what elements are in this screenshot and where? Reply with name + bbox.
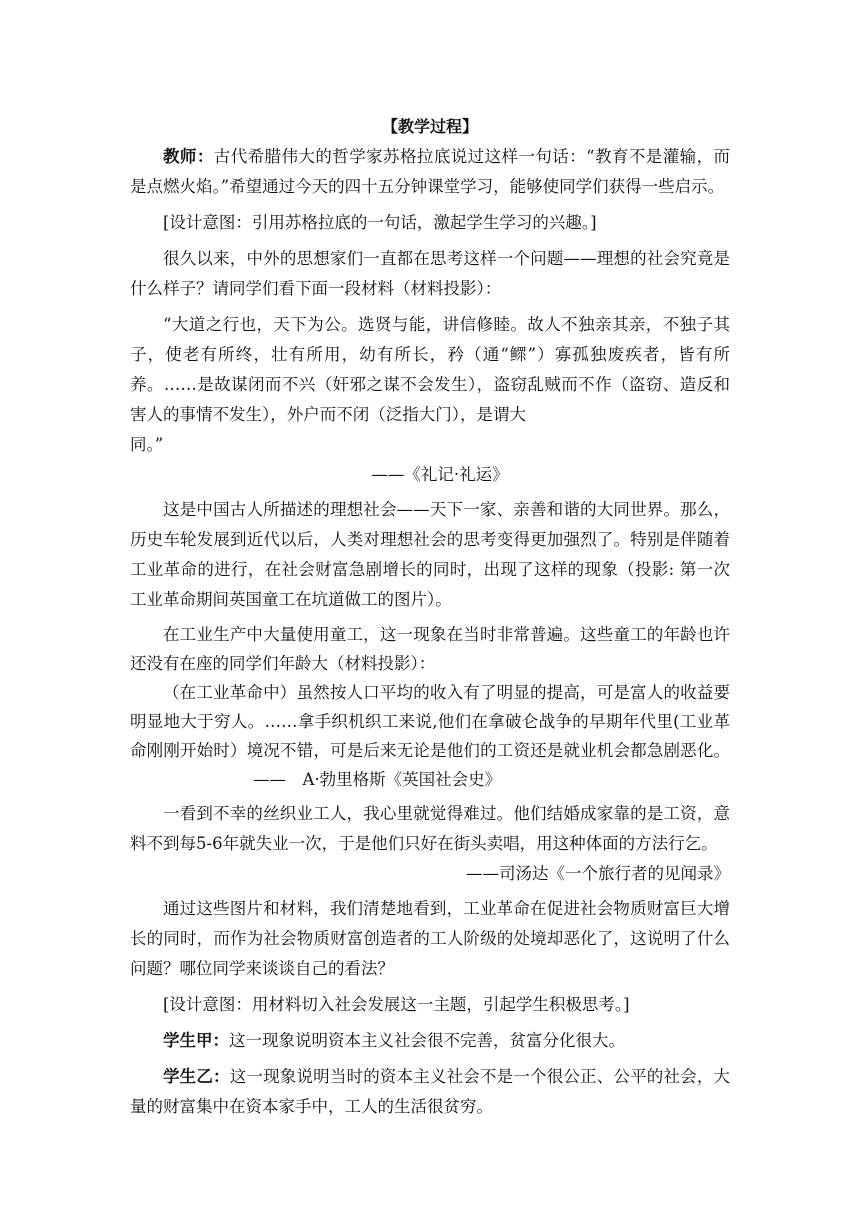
teacher-text: 古代希腊伟大的哲学家苏格拉底说过这样一句话：“教育不是灌输，而是点燃火焰。”希望通过今天的四十五分钟课堂学习，能够使同学们获得一些启示。 (130, 147, 731, 196)
student-a-text: 这一现象说明资本主义社会很不完善，贫富分化很大。 (229, 1031, 625, 1050)
student-b-answer (130, 1062, 730, 1122)
quote-briggs (130, 678, 730, 794)
student-a-answer (130, 1026, 730, 1056)
quote-briggs-text: （在工业革命中）虽然按人口平均的收入有了明显的提高，可是富人的收益要明显地大于穷人。……拿手织机织工来说,他们在拿破仑战争的早期年代里(工业革命刚刚开始时）境况不错，可是后来无论是他们的工资还是就业机会都急剧恶化。 (130, 683, 730, 760)
source-briggs: —— A·勃里格斯《英国社会史》 (253, 770, 502, 789)
paragraph-child-labor: 在工业生产中大量使用童工，这一现象在当时非常普遍。这些童工的年龄也许还没有在座的同学们年龄大（材料投影）： (130, 625, 730, 673)
student-b-text: 这一现象说明当时的资本主义社会不是一个很公正、公平的社会，大量的财富集中在资本家手中，工人的生活很贫穷。 (130, 1067, 731, 1116)
student-b-label: 学生乙： (163, 1067, 230, 1086)
teacher-label: 教师： (163, 147, 214, 166)
paragraph-datong: 这是中国古人所描述的理想社会——天下一家、亲善和谐的大同世界。那么，历史车轮发展到近代以后，人类对理想社会的思考变得更加强烈了。特别是伴随着工业革命的进行，在社会财富急剧增长的同时，出现了这样的现象（投影: 第一次工业革命期间英国童工在坑道做工的图片）。 (130, 500, 730, 609)
teacher-paragraph (130, 142, 730, 202)
document-page (130, 112, 730, 1122)
section-heading: 【教学过程】 (381, 117, 478, 136)
design-intent-1: [设计意图：引用苏格拉底的一句话，激起学生学习的兴趣。] (163, 213, 597, 232)
paragraph-question: 通过这些图片和材料，我们清楚地看到，工业革命在促进社会物质财富巨大增长的同时，而作为社会物质财富创造者的工人阶级的处境却恶化了，这说明了什么问题？哪位同学来谈谈自己的看法？ (130, 899, 730, 978)
paragraph-ideal-society: 很久以来，中外的思想家们一直都在思考这样一个问题——理想的社会究竟是什么样子？请同学们看下面一段材料（材料投影）： (130, 249, 730, 298)
quote-liji-end: 同。” (130, 435, 164, 454)
design-intent-2: [设计意图：用材料切入社会发展这一主题，引起学生积极思考。] (163, 995, 630, 1014)
student-a-label: 学生甲： (163, 1031, 229, 1050)
source-stendhal: ——司汤达《一个旅行者的见闻录》 (466, 864, 730, 883)
quote-liji: “大道之行也，天下为公。选贤与能，讲信修睦。故人不独亲其亲，不独子其子，使老有所终，壮有所用，幼有所长，矜（通“鳏”）寡孤独废疾者，皆有所养。……是故谋闭而不兴（奸邪之谋不会发生），盗窃乱贼而不作（盗窃、造反和害人的事情不发生），外户而不闭（泛指大门），是谓大 (130, 315, 730, 424)
source-liji: ——《礼记·礼运》 (371, 465, 509, 484)
quote-stendhal: 一看到不幸的丝织业工人，我心里就觉得难过。他们结婚成家靠的是工资，意料不到每5-6年就失业一次，于是他们只好在街头卖唱，用这种体面的方法行乞。 (130, 804, 730, 853)
